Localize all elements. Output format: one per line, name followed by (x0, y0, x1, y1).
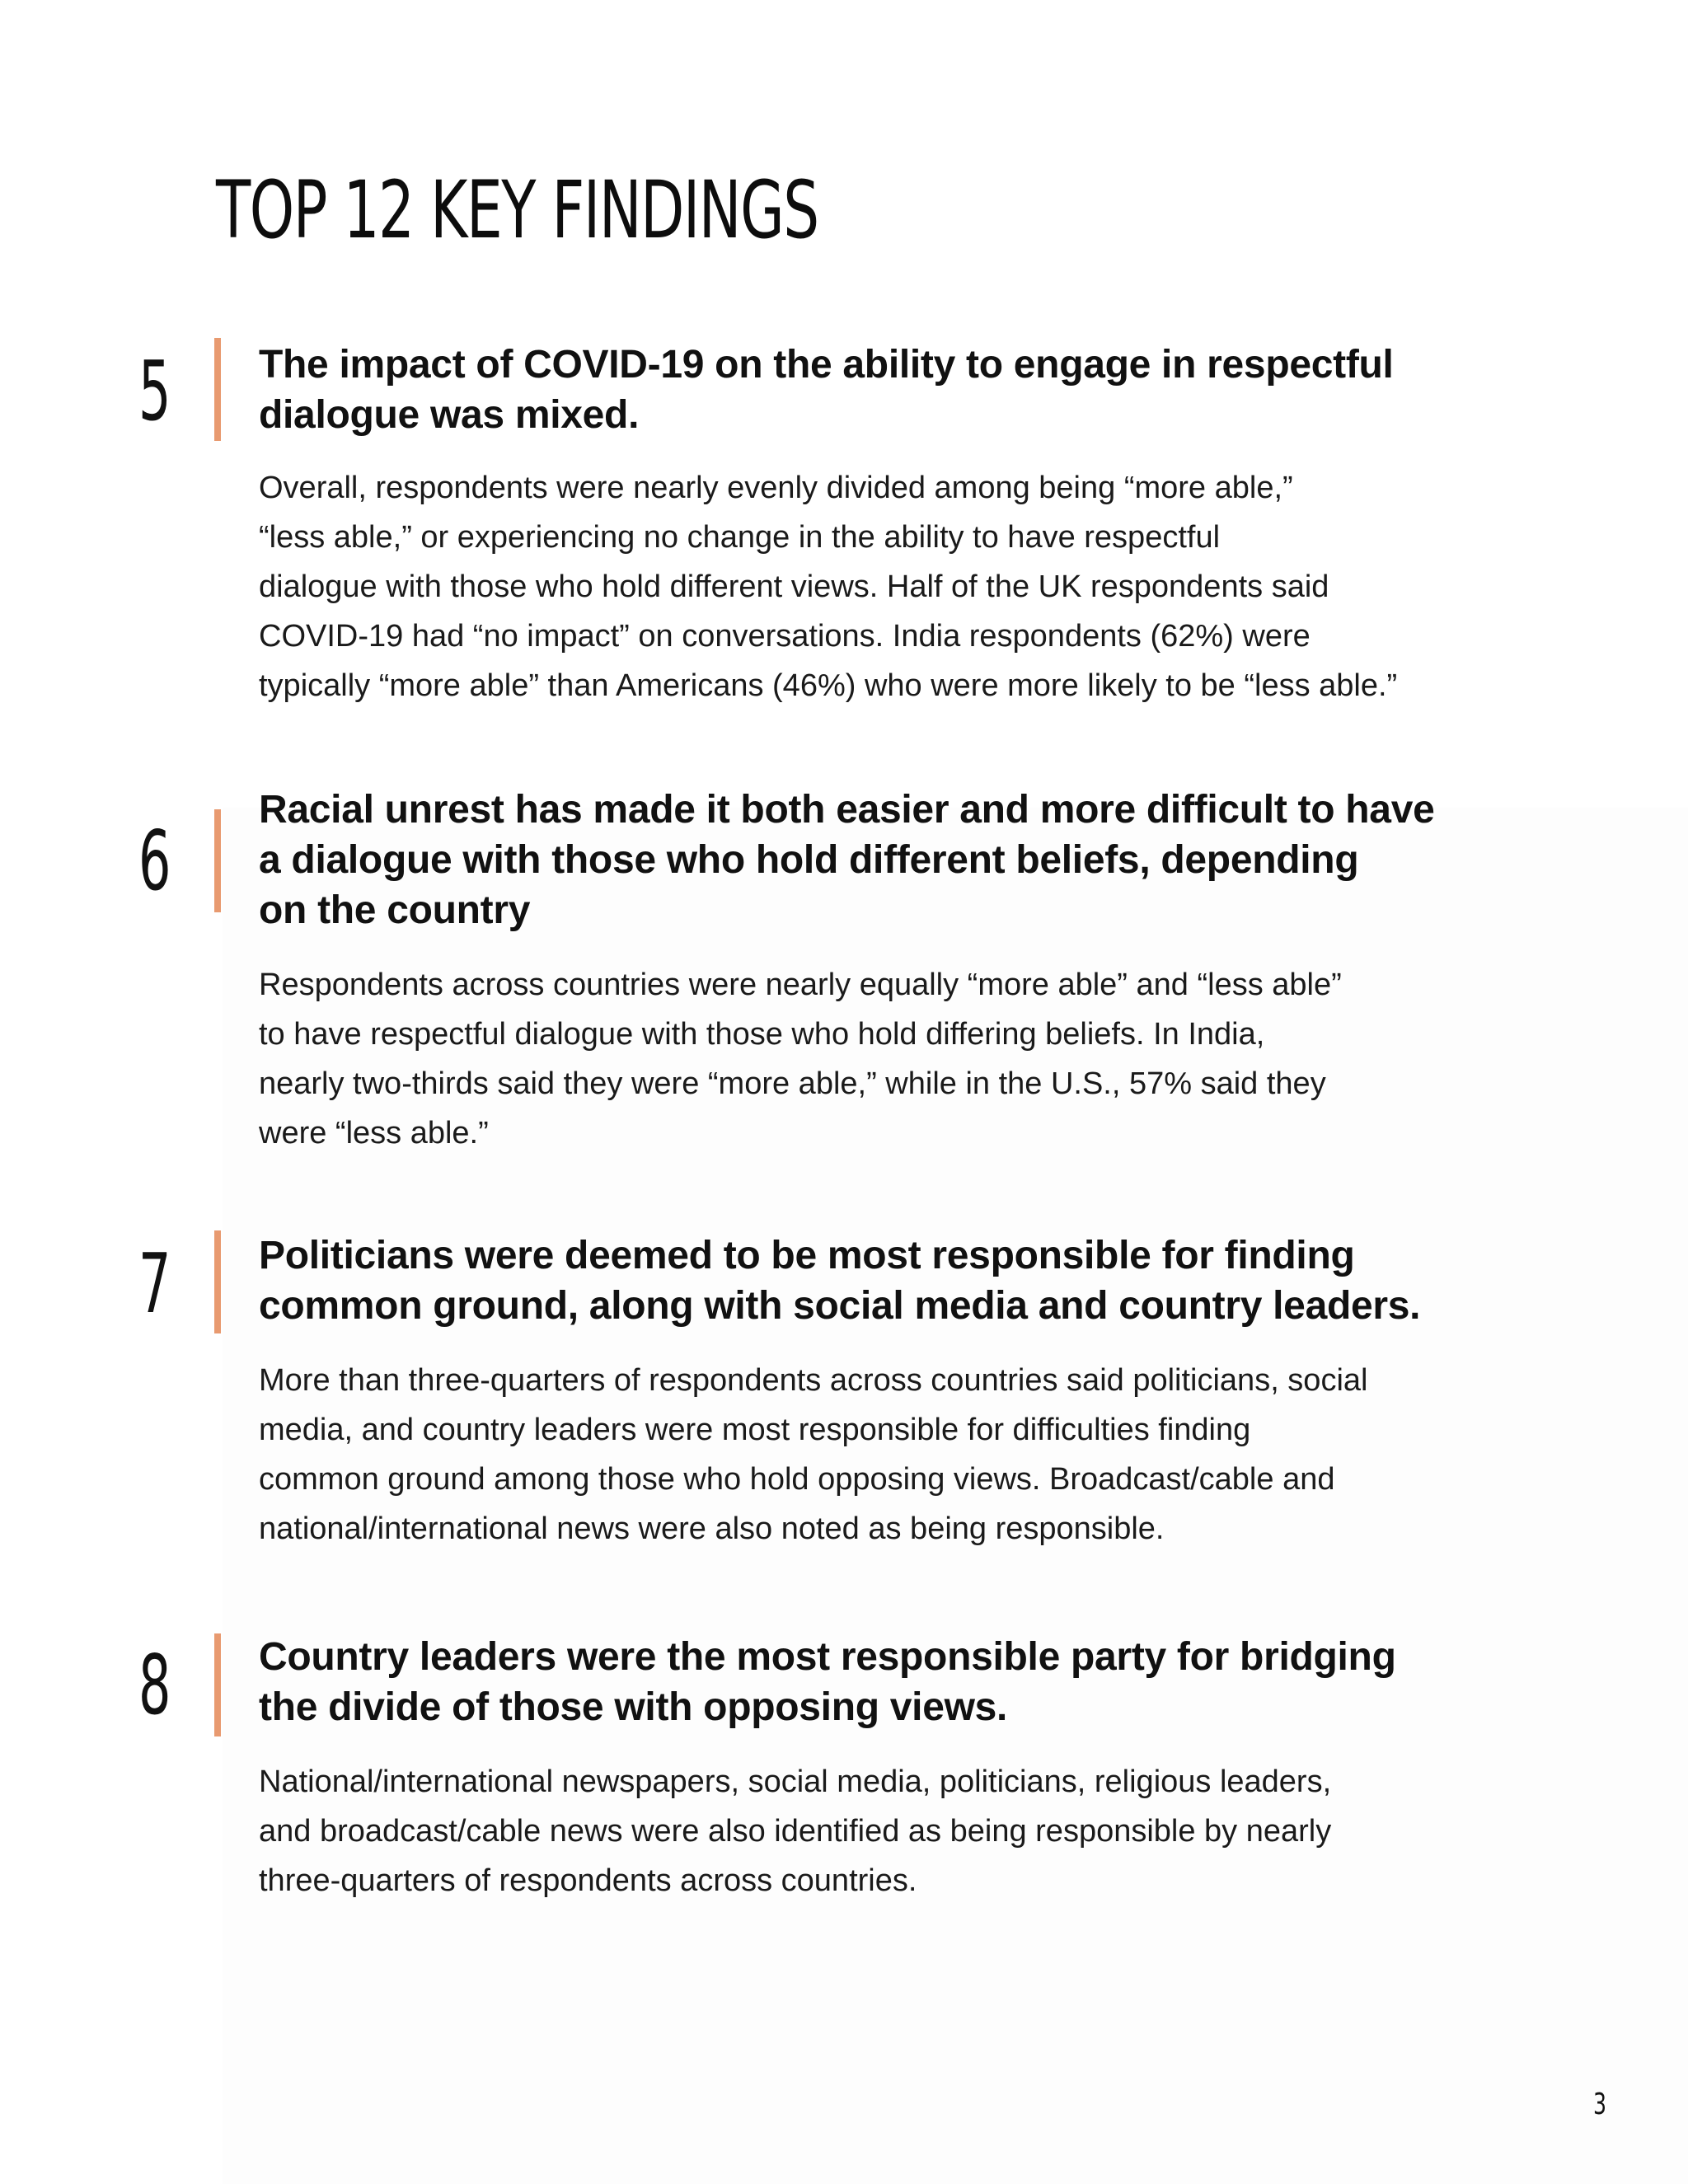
accent-bar (214, 1230, 221, 1333)
body-line: common ground among those who hold opposing views. Broadcast/cable and (259, 1462, 1335, 1497)
body-line: three-quarters of respondents across countries. (259, 1863, 917, 1898)
heading-line: common ground, along with social media and country leaders. (259, 1284, 1421, 1328)
finding-heading (259, 1632, 1495, 1732)
body-line: Respondents across countries were nearly equally “more able” and “less able” (259, 968, 1342, 1002)
finding-body (259, 1757, 1495, 1905)
body-line: and broadcast/cable news were also identified as being responsible by nearly (259, 1814, 1332, 1849)
heading-line: The impact of COVID-19 on the ability to engage in respectful (259, 343, 1394, 387)
body-line: to have respectful dialogue with those who hold differing beliefs. In India, (259, 1017, 1265, 1052)
body-line: More than three-quarters of respondents across countries said politicians, social (259, 1363, 1368, 1398)
body-line: National/international newspapers, social media, politicians, religious leaders, (259, 1765, 1332, 1799)
heading-line: the divide of those with opposing views. (259, 1685, 1008, 1729)
body-line: “less able,” or experiencing no change in the ability to have respectful (259, 520, 1221, 555)
body-line: were “less able.” (259, 1116, 489, 1151)
body-line: dialogue with those who hold different views. Half of the UK respondents said (259, 569, 1329, 604)
heading-line: on the country (259, 888, 531, 932)
heading-line: Country leaders were the most responsible party for bridging (259, 1635, 1396, 1679)
body-line: nearly two-thirds said they were “more able,” while in the U.S., 57% said they (259, 1066, 1326, 1101)
heading-line: dialogue was mixed. (259, 393, 640, 437)
body-line: national/international news were also noted as being responsible. (259, 1511, 1165, 1546)
accent-bar (214, 338, 221, 441)
body-line: media, and country leaders were most responsible for difficulties finding (259, 1413, 1251, 1447)
finding-heading (259, 785, 1495, 935)
finding-heading (259, 1230, 1495, 1331)
heading-line: a dialogue with those who hold different beliefs, depending (259, 838, 1359, 882)
body-line: typically “more able” than Americans (46%) who were more likely to be “less able.” (259, 668, 1398, 703)
page-title: TOP 12 KEY FINDINGS (216, 164, 818, 256)
finding-number: 6 (138, 813, 171, 909)
finding-number: 8 (138, 1637, 171, 1733)
finding-body (259, 1356, 1495, 1554)
finding-number: 5 (138, 343, 171, 439)
finding-heading (259, 340, 1495, 440)
finding-number: 7 (138, 1235, 171, 1332)
finding-body (259, 463, 1495, 710)
body-line: Overall, respondents were nearly evenly divided among being “more able,” (259, 471, 1293, 505)
accent-bar (214, 1633, 221, 1736)
heading-line: Politicians were deemed to be most responsible for finding (259, 1234, 1355, 1277)
page-number: 3 (1593, 2088, 1607, 2121)
accent-bar (214, 809, 221, 912)
heading-line: Racial unrest has made it both easier and more difficult to have (259, 788, 1435, 832)
body-line: COVID-19 had “no impact” on conversations. India respondents (62%) were (259, 619, 1311, 654)
finding-body (259, 960, 1495, 1158)
